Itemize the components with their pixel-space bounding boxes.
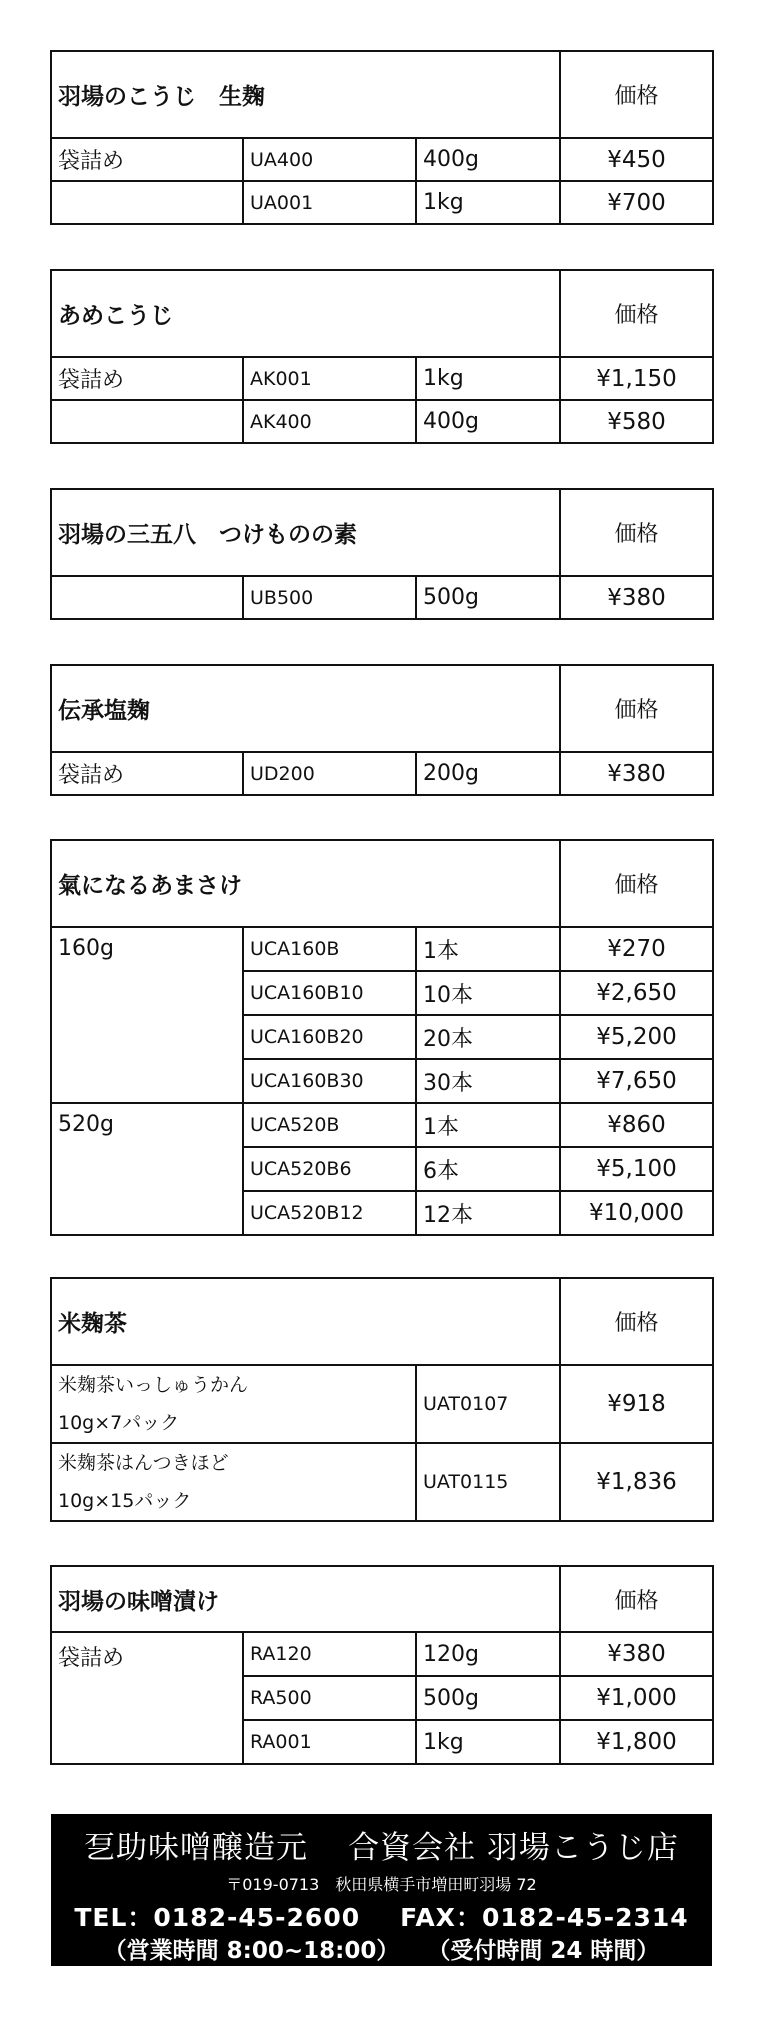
code-cell: RA120 [243, 1632, 416, 1676]
price-cell: ¥5,200 [560, 1015, 713, 1059]
hours-line [51, 1932, 712, 1965]
reception-hours: （受付時間 24 時間） [427, 1938, 660, 1964]
category-cell: 袋詰め [51, 1632, 243, 1764]
code-cell: UCA160B30 [243, 1059, 416, 1103]
category-cell [51, 576, 243, 619]
code-cell: UA400 [243, 138, 416, 181]
price-cell: ¥918 [560, 1365, 713, 1443]
price-table-koji-tea [50, 1277, 714, 1522]
price-header: 価格 [560, 270, 713, 357]
size-cell: 10本 [416, 971, 560, 1015]
table-row [51, 752, 713, 795]
price-table-nama-koji [50, 50, 714, 225]
category-cell [51, 181, 243, 224]
code-cell: UCA520B12 [243, 1191, 416, 1235]
product-name: 米麹茶いっしゅうかん [58, 1374, 249, 1396]
price-table-shio-koji [50, 664, 714, 796]
table-row [51, 400, 713, 443]
category-cell [51, 400, 243, 443]
price-table-sangohachi [50, 488, 714, 620]
size-cell: 500g [416, 576, 560, 619]
price-cell: ¥1,836 [560, 1443, 713, 1521]
size-cell: 120g [416, 1632, 560, 1676]
code-cell: AK001 [243, 357, 416, 400]
category-cell: 袋詰め [51, 357, 243, 400]
price-header: 価格 [560, 489, 713, 576]
price-cell: ¥5,100 [560, 1147, 713, 1191]
price-table-miso-zuke [50, 1565, 714, 1765]
contact-line [51, 1898, 712, 1934]
brewer-label: 乭助味噌醸造元 [84, 1830, 309, 1866]
company-label: 合資会社 羽場こうじ店 [348, 1830, 679, 1866]
price-table-amazake [50, 839, 714, 1236]
product-pack: 10g×15パック [58, 1490, 192, 1512]
code-cell: UCA520B [243, 1103, 416, 1147]
price-header: 価格 [560, 51, 713, 138]
section-title: 伝承塩麹 [51, 665, 560, 752]
table-row [51, 927, 713, 971]
product-pack: 10g×7パック [58, 1412, 180, 1434]
price-cell: ¥270 [560, 927, 713, 971]
product-name: 米麹茶はんつきほど [58, 1452, 229, 1474]
size-cell: 1kg [416, 357, 560, 400]
price-cell: ¥380 [560, 1632, 713, 1676]
section-title: あめこうじ [51, 270, 560, 357]
price-cell: ¥580 [560, 400, 713, 443]
product-name-cell [51, 1443, 416, 1521]
code-cell: RA001 [243, 1720, 416, 1764]
code-cell: UB500 [243, 576, 416, 619]
category-cell: 160g [51, 927, 243, 1103]
price-cell: ¥450 [560, 138, 713, 181]
business-hours: （営業時間 8:00~18:00） [103, 1938, 400, 1964]
size-cell: 1本 [416, 927, 560, 971]
price-cell: ¥1,150 [560, 357, 713, 400]
category-cell: 袋詰め [51, 138, 243, 181]
section-title: 羽場の三五八 つけものの素 [51, 489, 560, 576]
table-row [51, 138, 713, 181]
fax-number: FAX：0182-45-2314 [400, 1903, 689, 1932]
price-cell: ¥700 [560, 181, 713, 224]
size-cell: 12本 [416, 1191, 560, 1235]
table-row [51, 181, 713, 224]
price-header: 価格 [560, 840, 713, 927]
size-cell: 500g [416, 1676, 560, 1720]
code-cell: UAT0107 [416, 1365, 560, 1443]
category-cell: 520g [51, 1103, 243, 1235]
size-cell: 1kg [416, 1720, 560, 1764]
price-cell: ¥7,650 [560, 1059, 713, 1103]
price-table-ame-koji [50, 269, 714, 444]
code-cell: UD200 [243, 752, 416, 795]
company-footer [51, 1814, 712, 1966]
size-cell: 1本 [416, 1103, 560, 1147]
table-row [51, 576, 713, 619]
size-cell: 20本 [416, 1015, 560, 1059]
code-cell: UCA520B6 [243, 1147, 416, 1191]
size-cell: 1kg [416, 181, 560, 224]
price-cell: ¥2,650 [560, 971, 713, 1015]
price-cell: ¥380 [560, 752, 713, 795]
price-cell: ¥1,000 [560, 1676, 713, 1720]
code-cell: UCA160B20 [243, 1015, 416, 1059]
price-header: 価格 [560, 665, 713, 752]
size-cell: 30本 [416, 1059, 560, 1103]
code-cell: AK400 [243, 400, 416, 443]
table-row [51, 1443, 713, 1521]
price-header: 価格 [560, 1278, 713, 1365]
product-name-cell [51, 1365, 416, 1443]
company-address: 〒019-0713 秋田県横手市増田町羽場 72 [226, 1875, 537, 1894]
section-title: 羽場のこうじ 生麹 [51, 51, 560, 138]
code-cell: UCA160B10 [243, 971, 416, 1015]
price-header: 価格 [560, 1566, 713, 1632]
table-row [51, 1632, 713, 1676]
size-cell: 400g [416, 138, 560, 181]
code-cell: UCA160B [243, 927, 416, 971]
code-cell: RA500 [243, 1676, 416, 1720]
section-title: 米麹茶 [51, 1278, 560, 1365]
company-name [51, 1822, 712, 1867]
price-cell: ¥380 [560, 576, 713, 619]
table-row [51, 1103, 713, 1147]
tel-number: TEL：0182-45-2600 [74, 1903, 361, 1932]
code-cell: UAT0115 [416, 1443, 560, 1521]
price-cell: ¥1,800 [560, 1720, 713, 1764]
size-cell: 6本 [416, 1147, 560, 1191]
code-cell: UA001 [243, 181, 416, 224]
size-cell: 200g [416, 752, 560, 795]
size-cell: 400g [416, 400, 560, 443]
section-title: 氣になるあまさけ [51, 840, 560, 927]
category-cell: 袋詰め [51, 752, 243, 795]
table-row [51, 357, 713, 400]
section-title: 羽場の味噌漬け [51, 1566, 560, 1632]
price-cell: ¥10,000 [560, 1191, 713, 1235]
price-cell: ¥860 [560, 1103, 713, 1147]
table-row [51, 1365, 713, 1443]
